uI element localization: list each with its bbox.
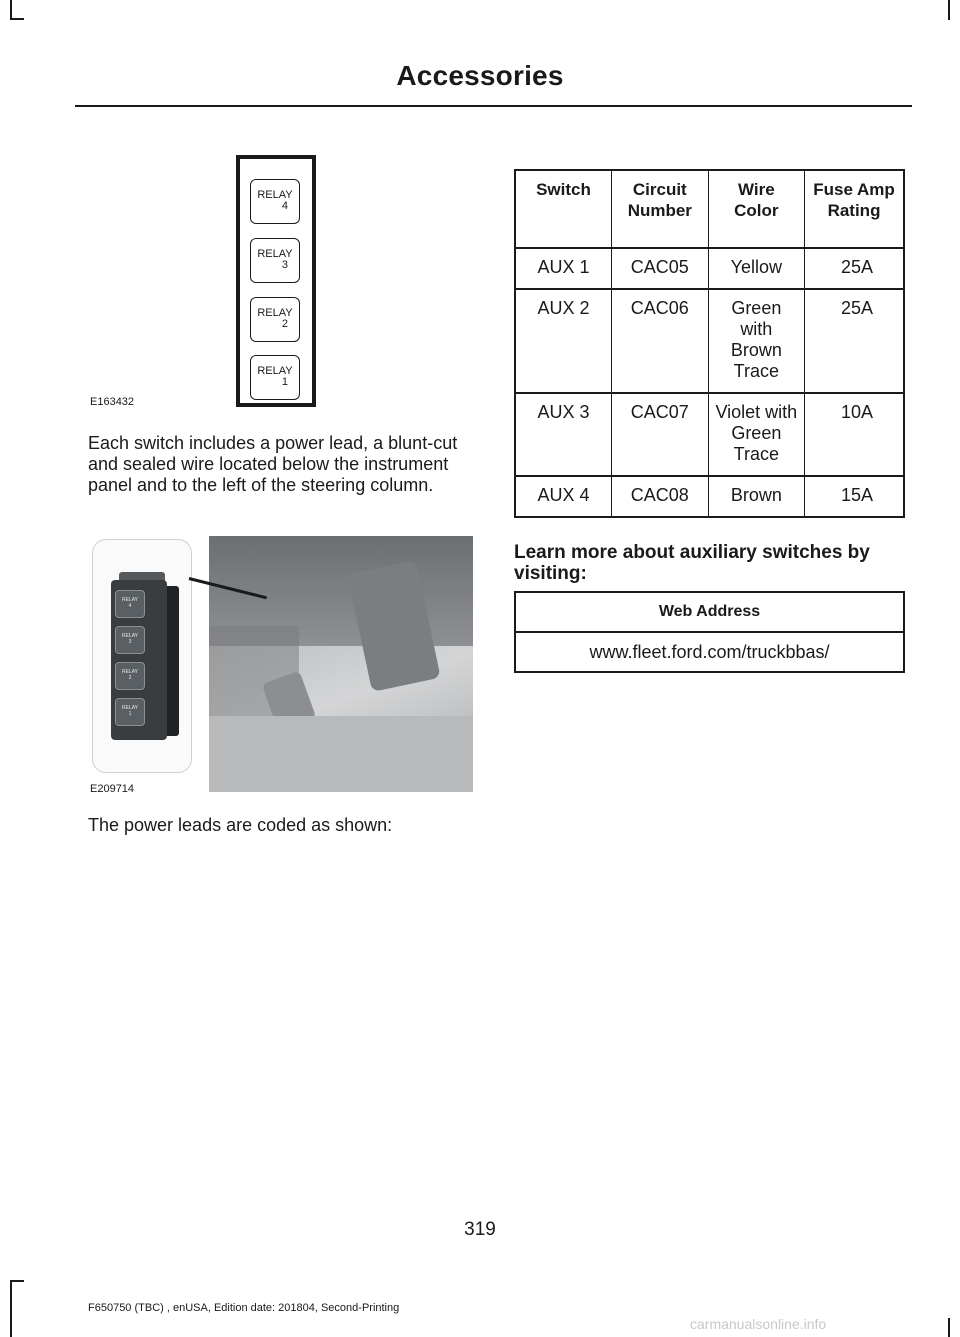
relay-label: RELAY [257, 189, 293, 201]
relay-label: RELAY [257, 248, 293, 260]
web-address-table [514, 591, 905, 673]
switch-module [111, 580, 167, 740]
table-row [515, 289, 904, 393]
instrument-panel-photo [209, 536, 473, 792]
web-address-link[interactable]: www.fleet.ford.com/truckbbas/ [515, 632, 904, 672]
switch-closeup-panel [92, 539, 192, 773]
switch-location-figure [88, 533, 473, 798]
cell-fuse-rating: 10A [805, 393, 904, 476]
cell-fuse-rating: 25A [805, 248, 904, 289]
cell-switch: AUX 2 [515, 289, 611, 393]
table-row [515, 248, 904, 289]
crop-mark [948, 1318, 950, 1337]
relay-number: 3 [281, 259, 288, 271]
mini-relay-button-2 [115, 662, 145, 690]
cell-wire-color: Yellow [708, 248, 804, 289]
header-switch: Switch [515, 170, 611, 248]
page-number: 319 [464, 1219, 496, 1240]
relay-label: RELAY [257, 307, 293, 319]
crop-mark [948, 0, 950, 20]
cell-wire-color: Green with Brown Trace [708, 289, 804, 393]
mini-relay-number: 4 [128, 603, 132, 609]
cell-circuit: CAC07 [611, 393, 708, 476]
relay-number: 2 [281, 318, 288, 330]
table-header-row [515, 170, 904, 248]
cell-circuit: CAC05 [611, 248, 708, 289]
mini-relay-label: RELAY [121, 597, 139, 603]
page-title: Accessories [396, 60, 564, 91]
header-circuit-number: Circuit Number [611, 170, 708, 248]
header-divider [75, 105, 912, 107]
watermark: carmanualsonline.info [690, 1316, 827, 1332]
intro-paragraph: Each switch includes a power lead, a blunt-cut and sealed wire located below the instrument panel and to the left of the steering column. [88, 433, 458, 495]
relay-button-1 [250, 355, 300, 400]
table-row [515, 476, 904, 517]
figure-code: E209714 [90, 783, 135, 795]
table-header-row [515, 592, 904, 632]
cell-fuse-rating: 25A [805, 289, 904, 393]
leads-intro-paragraph: The power leads are coded as shown: [88, 815, 393, 835]
cell-switch: AUX 1 [515, 248, 611, 289]
mini-relay-button-1 [115, 698, 145, 726]
mini-relay-label: RELAY [121, 705, 139, 711]
power-leads-table [514, 169, 905, 518]
header-fuse-amp-rating: Fuse Amp Rating [805, 170, 904, 248]
mini-relay-number: 1 [128, 711, 132, 717]
header-wire-color: Wire Color [708, 170, 804, 248]
mini-relay-number: 3 [128, 639, 132, 645]
mini-relay-number: 2 [128, 675, 132, 681]
table-row [515, 393, 904, 476]
crop-mark [10, 1280, 12, 1337]
mini-relay-button-3 [115, 626, 145, 654]
mini-relay-button-4 [115, 590, 145, 618]
mini-relay-label: RELAY [121, 669, 139, 675]
crop-mark [10, 1280, 24, 1282]
figure-code: E163432 [90, 396, 135, 408]
relay-button-2 [250, 297, 300, 342]
relay-panel-figure [88, 150, 473, 415]
crop-mark [10, 0, 12, 20]
photo-floor-mat [209, 716, 473, 792]
cell-switch: AUX 4 [515, 476, 611, 517]
cell-circuit: CAC06 [611, 289, 708, 393]
relay-button-3 [250, 238, 300, 283]
cell-wire-color: Brown [708, 476, 804, 517]
table-row [515, 632, 904, 672]
header-web-address: Web Address [515, 592, 904, 632]
relay-label: RELAY [257, 365, 293, 377]
learn-more-heading: Learn more about auxiliary switches by visiting: [514, 542, 870, 584]
relay-button-4 [250, 179, 300, 224]
relay-number: 1 [281, 376, 288, 388]
crop-mark [10, 18, 24, 20]
mini-relay-label: RELAY [121, 633, 139, 639]
cell-switch: AUX 3 [515, 393, 611, 476]
cell-fuse-rating: 15A [805, 476, 904, 517]
edition-footer: F650750 (TBC) , enUSA, Edition date: 201804, Second-Printing [88, 1302, 400, 1314]
cell-circuit: CAC08 [611, 476, 708, 517]
relay-panel-frame [236, 155, 316, 407]
cell-wire-color: Violet with Green Trace [708, 393, 804, 476]
relay-number: 4 [281, 200, 288, 212]
